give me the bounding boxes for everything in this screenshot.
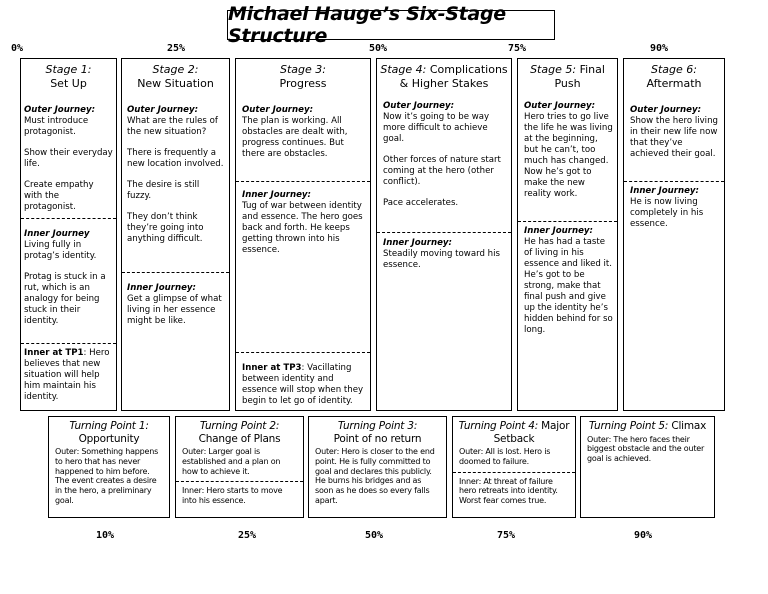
stage-2-outer-text-4: They don’t think they’re going into anything difficult.: [127, 211, 204, 244]
stage-1-tp1-label: Inner at TP1: [24, 347, 84, 358]
stage-6-inner-section: [624, 182, 724, 230]
turning-point-4-box: [452, 416, 576, 518]
stage-1-outer-section: [21, 105, 116, 218]
turning-point-4-outer: Outer: All is lost. Hero is doomed to failure.: [459, 447, 551, 466]
stage-3-inner-text-1: Tug of war between identity and essence. The hero goes back and forth. He keeps getting thrown into his essence.: [242, 200, 363, 255]
stage-2-inner-section: [122, 273, 229, 327]
stage-4-inner-section: [377, 233, 511, 271]
stage-2-inner-text-1: Get a glimpse of what living in her essence might be like.: [127, 293, 222, 326]
stage-5-outer-label: Outer Journey:: [524, 100, 596, 111]
stage-5-header: [518, 59, 617, 91]
turning-point-2-outer: Outer: Larger goal is established and a plan on how to achieve it.: [182, 447, 281, 476]
stage-5-name: Final Push: [554, 63, 605, 90]
stage-3-tp3-text: : Vacillating between identity and essence will stop when they begin to let go of identity.: [242, 362, 364, 406]
stage-4-inner-label: Inner Journey:: [383, 237, 452, 248]
bottom-percent-25: 25%: [238, 530, 257, 541]
stage-2-name: New Situation: [137, 76, 214, 90]
stage-4-number: Stage 4:: [380, 63, 427, 76]
stage-6-inner-text-1: He is now living completely in his essence.: [630, 196, 704, 229]
stage-4-header: [377, 59, 511, 91]
bottom-percent-10: 10%: [96, 530, 115, 541]
turning-point-2-header: [176, 417, 303, 445]
turning-point-5-outer: Outer: The hero faces their biggest obstacle and the outer goal is achieved.: [587, 434, 705, 464]
turning-point-1-header: [49, 417, 169, 445]
stage-4-name: Complications & Higher Stakes: [399, 63, 508, 90]
turning-point-2-box: [175, 416, 304, 518]
stage-6-outer-label: Outer Journey:: [630, 104, 702, 115]
turning-point-3-header: [309, 417, 446, 445]
turning-point-2-number: Turning Point 2:: [199, 420, 280, 432]
turning-point-1-outer: Outer: Something happens to hero that has never happened to him before. The event creates a desire in the hero, a preliminary goal.: [55, 447, 159, 505]
turning-point-5-name: Climax: [671, 420, 707, 432]
diagram-title: Michael Hauge’s Six-Stage Structure: [228, 3, 506, 47]
stage-2-header: [122, 59, 229, 91]
stage-3-tp3-section: [236, 353, 370, 407]
turning-point-5-header: [581, 417, 714, 433]
turning-point-4-name: Major Setback: [493, 420, 570, 445]
stage-6-header: [624, 59, 724, 91]
turning-point-1-name: Opportunity: [78, 432, 140, 445]
turning-point-2-divider: [176, 481, 303, 482]
bottom-percent-90: 90%: [634, 530, 653, 541]
stage-1-header: [21, 59, 116, 91]
stage-5-outer-section: [518, 101, 617, 221]
diagram-title-box: [227, 3, 555, 47]
turning-point-2-name: Change of Plans: [198, 432, 281, 445]
stage-3-number: Stage 3:: [280, 63, 326, 76]
stage-1-inner-text-2: Protag is stuck in a rut, which is an analogy for being stuck in their identity.: [24, 271, 106, 326]
stage-4-outer-text-2: Other forces of nature start coming at the hero (other conflict).: [383, 154, 501, 187]
top-percent-75: 75%: [508, 43, 527, 54]
stage-3-outer-section: [236, 105, 370, 181]
stage-6-name: Aftermath: [646, 76, 702, 90]
stage-1-inner-label: Inner Journey: [24, 228, 90, 239]
stage-4-column: [376, 58, 512, 411]
stage-1-number: Stage 1:: [45, 63, 92, 76]
stage-6-outer-text-1: Show the hero living in their new life now that they’ve achieved their goal.: [630, 115, 718, 159]
stage-4-outer-text-1: Now it’s going to be way more difficult to achieve goal.: [383, 111, 490, 144]
stage-6-number: Stage 6:: [651, 63, 697, 76]
stage-2-inner-label: Inner Journey:: [127, 282, 196, 293]
stage-4-outer-text-3: Pace accelerates.: [383, 197, 459, 208]
stage-5-outer-text-1: Hero tries to go live the life he was living at the beginning, but he can’t, too much has changed. Now he’s got to make the new reality work.: [524, 111, 613, 199]
stage-3-inner-label: Inner Journey:: [242, 189, 311, 200]
bottom-percent-50: 50%: [365, 530, 384, 541]
stage-5-inner-label: Inner Journey:: [524, 225, 593, 236]
turning-point-3-outer: Outer: Hero is closer to the end point. He is fully committed to goal and declares this publicly. He burns his bridges and as soon as he does so every falls apart.: [315, 447, 435, 505]
stage-5-number: Stage 5:: [530, 63, 577, 76]
stage-6-inner-label: Inner Journey:: [630, 185, 699, 196]
stage-3-outer-label: Outer Journey:: [242, 104, 314, 115]
stage-1-tp1-text: : Hero believes that new situation will help him maintain his identity.: [24, 347, 110, 402]
stage-3-tp3-label: Inner at TP3: [242, 362, 302, 373]
turning-point-5-box: [580, 416, 715, 518]
turning-point-4-inner: Inner: At threat of failure hero retreats into identity. Worst fear comes true.: [459, 476, 558, 506]
stage-3-name: Progress: [279, 76, 327, 90]
stage-1-inner-section: [21, 219, 116, 343]
top-percent-0: 0%: [11, 43, 24, 54]
top-percent-90: 90%: [650, 43, 669, 54]
stage-6-column: [623, 58, 725, 411]
stage-1-outer-text-2: Show their everyday life.: [24, 147, 113, 169]
turning-point-1-number: Turning Point 1:: [69, 420, 149, 432]
stage-3-inner-section: [236, 182, 370, 352]
stage-2-outer-text-3: The desire is still fuzzy.: [127, 179, 200, 201]
bottom-percent-75: 75%: [497, 530, 516, 541]
turning-point-3-box: [308, 416, 447, 518]
stage-5-inner-text-1: He has had a taste of living in his essence and liked it. He’s got to be strong, make that final push and give up the identity he’s hidden behind for so long.: [524, 236, 613, 335]
stage-2-column: [121, 58, 230, 411]
stage-1-outer-text-3: Create empathy with the protagonist.: [24, 179, 94, 212]
stage-4-outer-section: [377, 101, 511, 232]
turning-point-1-box: [48, 416, 170, 518]
turning-point-4-header: [453, 417, 575, 445]
turning-point-3-name: Point of no return: [333, 432, 422, 445]
stage-4-outer-label: Outer Journey:: [383, 100, 455, 111]
stage-1-column: [20, 58, 117, 411]
turning-point-5-number: Turning Point 5:: [588, 420, 669, 432]
stage-1-outer-label: Outer Journey:: [24, 104, 96, 115]
stage-2-number: Stage 2:: [152, 63, 199, 76]
stage-1-tp1-section: [21, 344, 116, 403]
turning-point-2-inner: Inner: Hero starts to move into his essence.: [182, 486, 283, 506]
stage-2-outer-text-1: What are the rules of the new situation?: [127, 115, 218, 137]
top-percent-25: 25%: [167, 43, 186, 54]
stage-2-outer-text-2: There is frequently a new location involved.: [127, 147, 224, 169]
stage-2-outer-label: Outer Journey:: [127, 104, 199, 115]
stage-2-outer-section: [122, 105, 229, 272]
top-percent-50: 50%: [369, 43, 388, 54]
stage-1-name: Set Up: [50, 76, 87, 90]
stage-3-header: [236, 59, 370, 91]
stage-3-outer-text-1: The plan is working. All obstacles are dealt with, progress continues. But there are obstacles.: [242, 115, 348, 159]
stage-3-column: [235, 58, 371, 411]
stage-1-outer-text-1: Must introduce protagonist.: [24, 115, 89, 137]
turning-point-4-number: Turning Point 4:: [458, 420, 539, 432]
stage-4-inner-text-1: Steadily moving toward his essence.: [383, 248, 500, 270]
stage-5-column: [517, 58, 618, 411]
stage-6-outer-section: [624, 105, 724, 181]
stage-5-inner-section: [518, 222, 617, 336]
stage-1-inner-text-1: Living fully in protag’s identity.: [24, 239, 97, 261]
turning-point-3-number: Turning Point 3:: [337, 420, 418, 432]
turning-point-4-divider: [453, 472, 575, 473]
